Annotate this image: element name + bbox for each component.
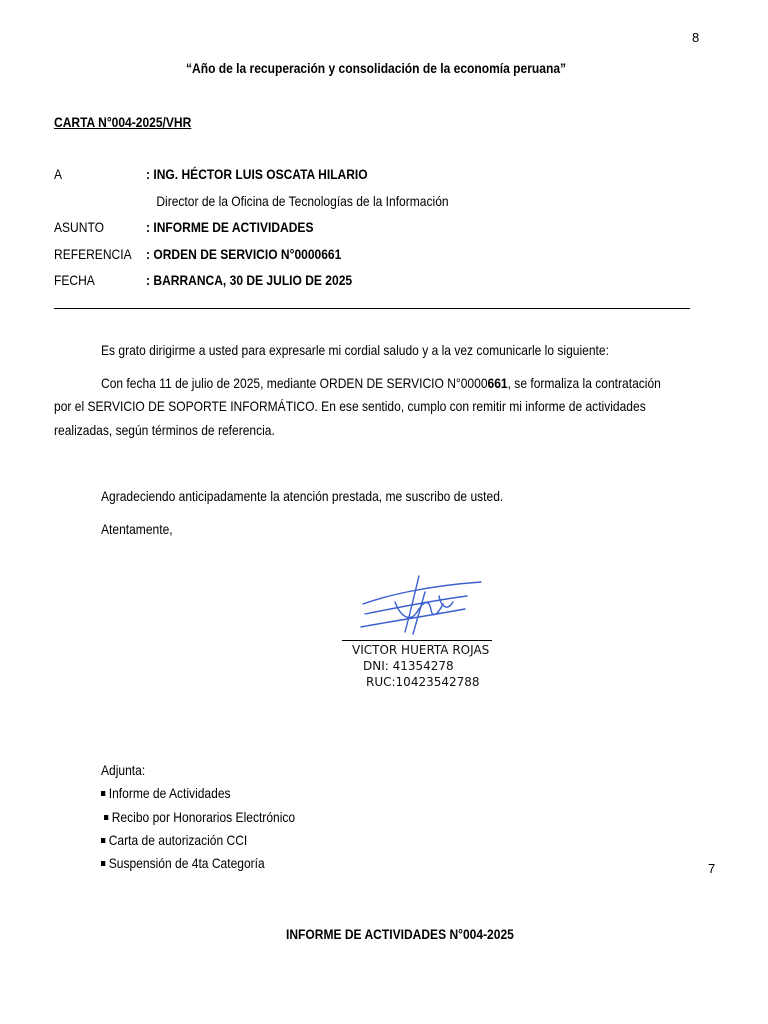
greeting-paragraph: Es grato dirigirme a usted para expresarle mi cordial saludo y a la vez comunicarle lo siguiente: xyxy=(101,342,609,358)
date-label: FECHA xyxy=(54,272,95,288)
closing-text: Atentamente, xyxy=(101,521,173,537)
reference-label: REFERENCIA xyxy=(54,246,132,262)
attachment-item xyxy=(104,809,295,825)
page-number-bottom: 7 xyxy=(708,861,716,876)
bullet-icon xyxy=(101,791,105,796)
signer-name: VICTOR HUERTA ROJAS xyxy=(352,643,490,657)
next-section-title: INFORME DE ACTIVIDADES N°004-2025 xyxy=(286,926,514,942)
signer-ruc: RUC:10423542788 xyxy=(366,675,480,689)
handwritten-signature xyxy=(355,572,490,640)
body-paragraph-line-1 xyxy=(101,375,661,391)
signer-dni: DNI: 41354278 xyxy=(363,659,454,673)
body-paragraph-line-1-end: , se formaliza la contratación xyxy=(507,375,661,391)
signature-line xyxy=(342,640,492,641)
to-label: A xyxy=(54,166,63,182)
bullet-icon xyxy=(104,815,108,820)
attachment-item-label: Recibo por Honorarios Electrónico xyxy=(111,809,296,825)
thanks-paragraph: Agradeciendo anticipadamente la atención prestada, me suscribo de usted. xyxy=(101,488,504,504)
attachment-item-label: Carta de autorización CCI xyxy=(108,832,248,848)
bullet-icon xyxy=(101,861,105,866)
subject-label: ASUNTO xyxy=(54,219,104,235)
order-number-bold: 661 xyxy=(487,375,508,391)
page-number-top: 8 xyxy=(692,30,700,45)
body-paragraph-line-2: por el SERVICIO DE SOPORTE INFORMÁTICO. En ese sentido, cumplo con remitir mi informe de actividades xyxy=(54,398,646,414)
subject-value: : INFORME DE ACTIVIDADES xyxy=(146,219,314,235)
attachment-item-label: Suspensión de 4ta Categoría xyxy=(108,855,265,871)
attachment-item-label: Informe de Actividades xyxy=(108,785,231,801)
date-value: : BARRANCA, 30 DE JULIO DE 2025 xyxy=(146,272,353,288)
header-divider xyxy=(54,308,690,309)
attachment-item xyxy=(101,785,231,801)
reference-value: : ORDEN DE SERVICIO N°0000661 xyxy=(146,246,342,262)
attachment-item xyxy=(101,855,265,871)
attachment-item xyxy=(101,832,247,848)
attachments-title: Adjunta: xyxy=(101,762,146,778)
letter-number: CARTA N°004-2025/VHR xyxy=(54,114,192,130)
body-paragraph-line-1-start: Con fecha 11 de julio de 2025, mediante ORDEN DE SERVICIO N°0000 xyxy=(101,375,488,391)
to-position: Director de la Oficina de Tecnologías de la Información xyxy=(156,193,449,209)
year-motto: “Año de la recuperación y consolidación de la economía peruana” xyxy=(186,60,567,76)
bullet-icon xyxy=(101,838,105,843)
to-value: : ING. HÉCTOR LUIS OSCATA HILARIO xyxy=(146,166,368,182)
body-paragraph-line-3: realizadas, según términos de referencia. xyxy=(54,422,275,438)
